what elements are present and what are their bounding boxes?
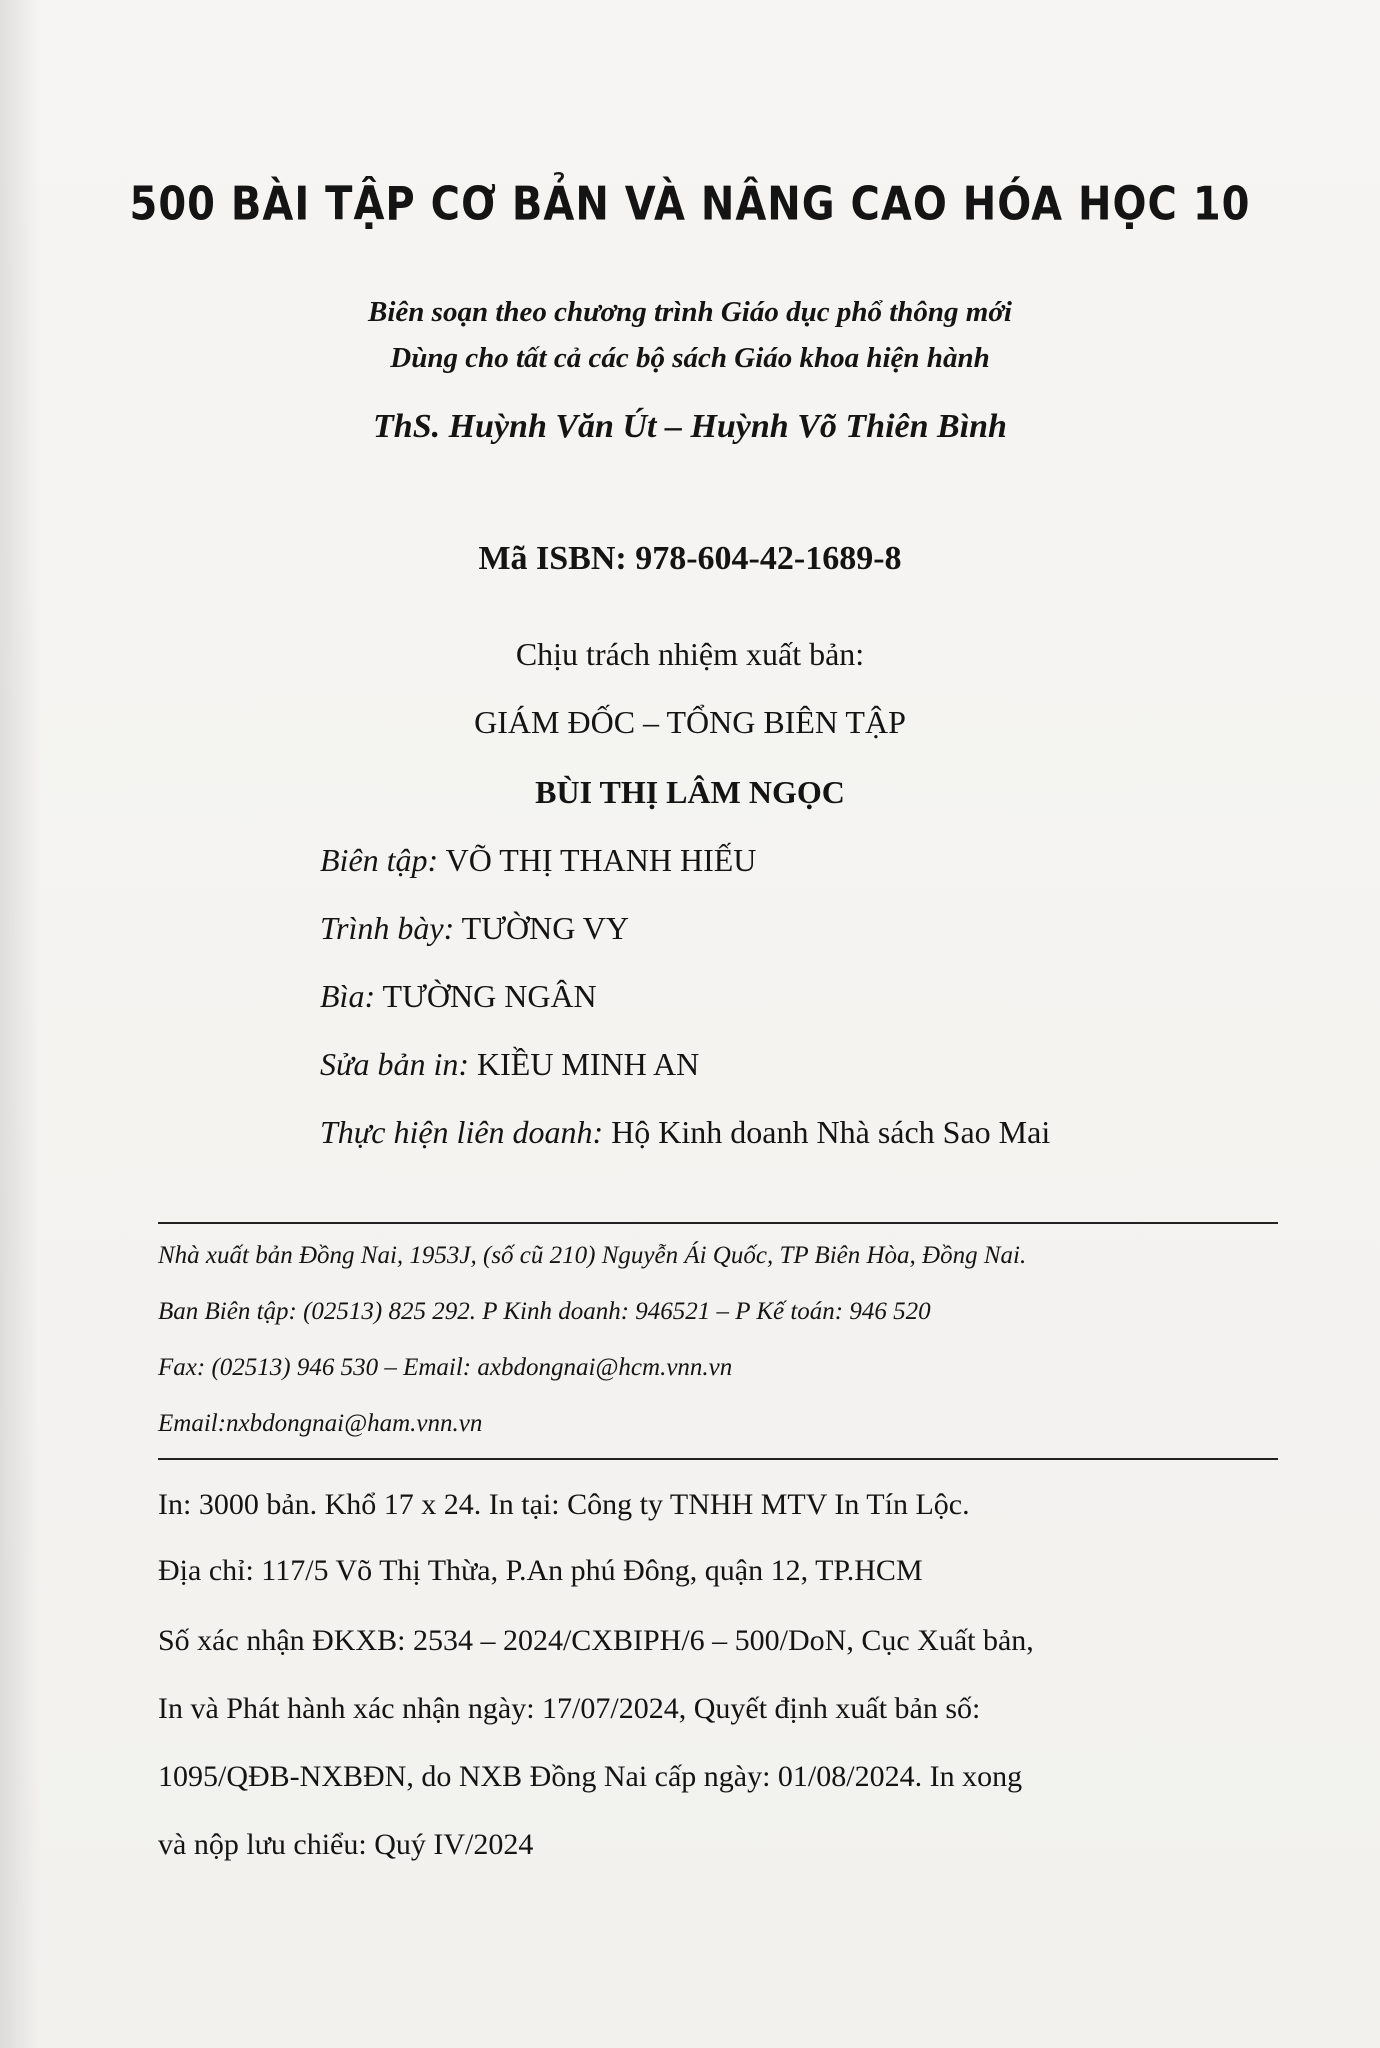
registration-line-3: 1095/QĐB-NXBĐN, do NXB Đồng Nai cấp ngày: 01/08/2024. In xong [158,1760,1023,1793]
publisher-email: Email:nxbdongnai@ham.vnn.vn [158,1410,483,1437]
publisher-phones: Ban Biên tập: (02513) 825 292. P Kinh doanh: 946521 – P Kế toán: 946 520 [158,1298,931,1325]
responsibility-name: BÙI THỊ LÂM NGỌC [535,774,845,810]
credit-value: VÕ THỊ THANH HIẾU [438,842,757,878]
print-address: Địa chỉ: 117/5 Võ Thị Thừa, P.An phú Đông, quận 12, TP.HCM [158,1554,923,1587]
credit-proofreader [320,1046,699,1083]
credit-value: Hộ Kinh doanh Nhà sách Sao Mai [603,1114,1051,1150]
registration-line-2: In và Phát hành xác nhận ngày: 17/07/2024, Quyết định xuất bản số: [158,1692,981,1725]
isbn: Mã ISBN: 978-604-42-1689-8 [478,540,902,577]
responsibility-heading: Chịu trách nhiệm xuất bản: [515,636,865,672]
book-subtitle-1: Biên soạn theo chương trình Giáo dục phổ thông mới [368,296,1012,328]
credit-label: Trình bày: [320,910,455,946]
credit-cover [320,978,597,1015]
credit-label: Bìa: [320,978,376,1014]
credit-layout [320,910,629,947]
publisher-address: Nhà xuất bản Đồng Nai, 1953J, (số cũ 210) Nguyễn Ái Quốc, TP Biên Hòa, Đồng Nai. [158,1242,1027,1269]
print-run: In: 3000 bản. Khổ 17 x 24. In tại: Công ty TNHH MTV In Tín Lộc. [158,1488,970,1521]
book-authors: ThS. Huỳnh Văn Út – Huỳnh Võ Thiên Bình [373,408,1007,445]
credit-label: Sửa bản in: [320,1046,469,1082]
legal-deposit: và nộp lưu chiểu: Quý IV/2024 [158,1828,534,1861]
credit-joint-venture [320,1114,1050,1151]
credit-value: TƯỜNG NGÂN [375,978,597,1014]
publisher-fax: Fax: (02513) 946 530 – Email: axbdongnai@hcm.vnn.vn [158,1354,733,1381]
book-subtitle-2: Dùng cho tất cả các bộ sách Giáo khoa hiện hành [390,342,990,374]
credit-value: TƯỜNG VY [454,910,629,946]
divider-top [158,1222,1278,1224]
book-title: 500 BÀI TẬP CƠ BẢN VÀ NÂNG CAO HÓA HỌC 10 [129,178,1251,231]
credit-editor [320,842,756,879]
credit-value: KIỀU MINH AN [469,1046,700,1082]
credit-label: Thực hiện liên doanh: [320,1114,604,1150]
credit-label: Biên tập: [320,842,439,878]
divider-bottom [158,1458,1278,1460]
registration-line-1: Số xác nhận ĐKXB: 2534 – 2024/CXBIPH/6 – 500/DoN, Cục Xuất bản, [158,1624,1034,1657]
responsibility-position: GIÁM ĐỐC – TỔNG BIÊN TẬP [474,704,906,740]
